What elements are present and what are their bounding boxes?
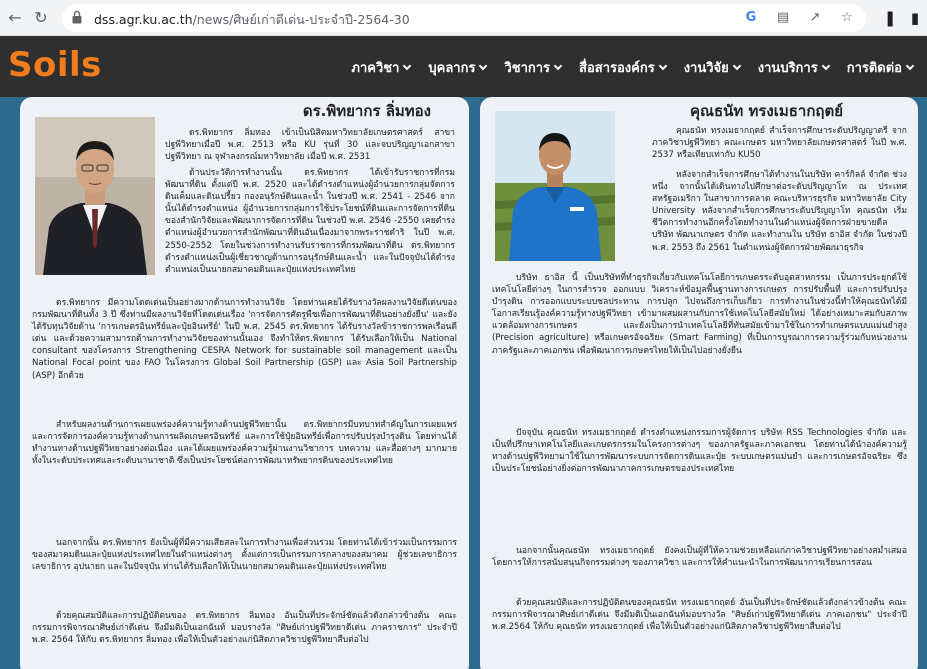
back-icon[interactable]: ← — [8, 8, 22, 27]
menu-item-research[interactable] — [684, 57, 740, 78]
portrait-illustration — [495, 111, 615, 261]
paragraph: ดร.พิทยากร ลิ่มทอง เข้าเป็นนิสิตมหาวิทยาลัยเกษตรศาสตร์ สาขาปฐพีวิทยาเมื่อปี พ.ศ. 2513 หรือ KU รุ่นที่ 30 และจบปริญญาเอกสาขาปฐพีวิทยา ณ จุฬาลงกรณ์มหาวิทยาลัย เมื่อปี พ.ศ. 2531 — [165, 128, 455, 163]
alumni-name: ดร.พิทยากร ลิ่มทอง — [302, 102, 431, 120]
portrait-illustration — [35, 117, 155, 275]
url-host: dss.agr.ku.ac.th — [94, 12, 193, 27]
chevron-down-icon — [821, 61, 829, 69]
menu-label: สื่อสารองค์กร — [579, 61, 655, 76]
site-logo[interactable]: Soils — [8, 45, 102, 85]
content-area — [0, 97, 927, 669]
browser-toolbar — [0, 0, 927, 36]
menu-label: วิชาการ — [504, 61, 551, 76]
paragraph: สำหรับผลงานด้านการเผยแพร่องค์ความรู้ทางด้านปฐพีวิทยานั้น ดร.พิทยากรมีบทบาทสำคัญในการเผยแพร่และการจัดการองค์ความรู้ทางด้านการผลิตเกษตรอินทรีย์ และการใช้ปุ๋ยอินทรีย์เพื่อการปรับปรุงบำรุงดิน โดยท่านได้ทำงานทางด้านปฐพีวิทยาอย่างต่อเนื่อง และได้เผยแพร่องค์ความรู้ผ่านงานวิชาการ บทความ และสื่อต่างๆ มากมาย ทั้งในระดับประเทศและระดับนานาชาติ ซึ่งเป็นประโยชน์ต่อการพัฒนาทรัพยากรดินของประเทศไทย — [32, 420, 457, 467]
portrait-photo — [35, 117, 155, 275]
menu-item-contact[interactable] — [847, 57, 913, 78]
menu-item-personnel[interactable] — [428, 57, 486, 78]
alumni-name: คุณธนัท ทรงเมธากฤตย์ — [690, 102, 844, 120]
chevron-down-icon — [403, 61, 411, 69]
menu-label: การติดต่อ — [846, 61, 902, 76]
menu-label: งานบริการ — [757, 61, 818, 76]
menu-item-academic[interactable] — [504, 57, 561, 78]
chevron-down-icon — [658, 61, 666, 69]
paragraph: นอกจากนั้นคุณธนัท ทรงเมธากฤตย์ ยังคงเป็นผู้ที่ให้ความช่วยเหลือแก่ภาควิชาปฐพีวิทยาอย่างสม่ำเสมอ โดยการให้การสนับสนุนกิจกรรมต่างๆ ของภาควิชา และการให้คำแนะนำในการพัฒนาการเรียนการสอน — [492, 546, 907, 569]
paragraph: ดร.พิทยากร มีความโดดเด่นเป็นอย่างมากด้านการทำงานวิจัย โดยท่านเคยได้รับรางวัลผลงานวิจัยดีเด่นของกรมพัฒนาที่ดินทั้ง 3 ปี ซึ่งท่านมีผลงานวิจัยที่โดดเด่นเรื่อง 'การจัดการศัตรูพืชเพื่อการพัฒนาที่ดินอย่างยั่งยืน' และยังได้รับทุนวิจัยด้าน 'การเกษตรอินทรีย์และปุ๋ยอินทรีย์' ในปี พ.ศ. 2545 ดร.พิทยากร ได้รับรางวัลข้าราชการพลเรือนดีเด่น และด้วยความสามารถด้านการทำงานวิจัยของท่านนั้นเอง จึงทำให้ดร.พิทยากร ได้รับเลือกให้เป็น National consultant ของโครงการ Strengthening CESRA Network for sustainable soil management และเป็น National Focal point ของ FAO ในโครงการ Global Soil Partnership (GSP) และ Asia Soil Partnership (ASP) อีกด้วย — [32, 298, 457, 381]
paragraph: ด้วยคุณสมบัติและการปฏิบัติตนของ ดร.พิทยากร ลิ่มทอง อันเป็นที่ประจักษ์ชัดแล้วดังกล่าวข้างต้น คณะกรรมการพิจารณาศิษย์เก่าดีเด่น จึงมีมติเป็นเอกฉันท์ มอบรางวัล "ศิษย์เก่าปฐพีวิทยาดีเด่น ภาคราชการ" ประจำปี พ.ศ. 2564 ให้กับ ดร.พิทยากร ลิ่มทอง เพื่อให้เป็นตัวอย่างแก่นิสิตภาควิชาปฐพีวิทยาสืบต่อไป — [32, 611, 457, 646]
site-header — [0, 37, 927, 97]
side-panel-icon[interactable]: ▮ — [910, 9, 920, 27]
menu-item-communication[interactable] — [579, 57, 666, 78]
alumni-card-private — [480, 97, 918, 669]
alumni-card-government — [20, 97, 469, 669]
portrait-photo — [495, 111, 615, 261]
menu-item-department[interactable] — [351, 57, 410, 78]
paragraph: ด้านประวัติการทำงานนั้น ดร.พิทยากร ได้เข้ารับราชการที่กรมพัฒนาที่ดิน ตั้งแต่ปี พ.ศ. 2520 และได้ดำรงตำแหน่งผู้อำนวยการกลุ่มจัดการดินเค็มและดินเปรี้ยว กองอนุรักษ์ดินและน้ำ ในช่วงปี พ.ศ. 2541 - 2546 จากนั้นได้ดำรงตำแหน่ง ผู้อำนวยการกลุ่มการใช้ประโยชน์ที่ดินและการจัดการที่ดิน ของสำนักวิจัยและพัฒนาการจัดการที่ดิน ในช่วงปี พ.ศ. 2546 -2550 เคยดำรงตำแหน่งผู้อำนวยการสำนักพัฒนาที่ดินอันเนื่องมาจากพระราชดำริ ในปี พ.ศ. 2550-2552 โดยในช่วงการทำงานรับราชการที่กรมพัฒนาที่ดิน ดร.พิทยากร ดำรงตำแหน่งเป็นผู้เชี่ยวชาญด้านการอนุรักษ์ดินและน้ำ และในปัจจุบันได้ดำรงตำแหน่งเป็นนายกสมาคมดินและปุ๋ยแห่งประเทศไทย — [165, 168, 455, 275]
chevron-down-icon — [479, 61, 487, 69]
chevron-down-icon — [906, 61, 914, 69]
menu-label: ภาควิชา — [351, 61, 400, 76]
lock-icon — [72, 10, 82, 24]
bookmark-star-icon[interactable]: ☆ — [841, 10, 853, 25]
google-icon[interactable]: G — [745, 10, 757, 25]
chevron-down-icon — [733, 61, 741, 69]
main-menu — [351, 57, 913, 78]
paragraph: บริษัท ธาอิส นี้ เป็นบริษัทที่ทำธุรกิจเกี่ยวกับเทคโนโลยีการเกษตรระดับอุตสาหกรรม เป็นการประยุกต์ใช้เทคโนโลยีต่างๆ ในการสำรวจ ออกแบบ วิเคราะห์ข้อมูลพื้นฐานทางการเกษตร การปรับพื้นที่ และการปรับปรุงบำรุงดิน การออกแบบระบบชลประทาน การปลูก ไปจนถึงการเก็บเกี่ยว การทำงานในช่วงนี้ทำให้คุณธนัทได้มีโอกาสเรียนรู้องค์ความรู้ทางปฐพีวิทยา เข้ามาผสมผสานกับการใช้เทคโนโลยีสมัยใหม่ ได้อย่างเหมาะสมกับสภาพแวดล้อมทางการเกษตร และยังเป็นการนำเทคโนโลยีที่ทันสมัยเข้ามาใช้ในการทำเกษตรแบบแม่นยำสูง (Precision agriculture) หรือเกษตรอัจฉริยะ (Smart Farming) ที่เป็นการบูรณาการความรู้ร่วมกับหน่วยงานภาครัฐและภาคเอกชน เพื่อพัฒนาการเกษตรไทยให้เป็นไปอย่างยั่งยืน — [492, 273, 907, 356]
extensions-puzzle-icon[interactable]: ❚ — [883, 9, 897, 27]
address-bar[interactable] — [62, 4, 866, 32]
translate-icon[interactable]: ▤ — [776, 10, 790, 25]
paragraph: ด้วยคุณสมบัติและการปฏิบัติตนของคุณธนัท ทรงเมธากฤตย์ อันเป็นที่ประจักษ์ชัดแล้วดังกล่าวข้างต้น คณะกรรมการพิจารณาศิษย์เก่าดีเด่น จึงมีมติเป็นเอกฉันท์มอบรางวัล "ศิษย์เก่าปฐพีวิทยาดีเด่น ภาคเอกชน" ประจำปี พ.ศ.2564 ให้กับ คุณธนัท ทรงเมธากฤตย์ เพื่อให้เป็นตัวอย่างแก่นิสิตภาควิชาปฐพีวิทยาสืบต่อไป — [492, 598, 907, 633]
share-icon[interactable]: ↗ — [809, 10, 821, 25]
reload-icon[interactable]: ↻ — [34, 8, 48, 27]
paragraph: ปัจจุบัน คุณธนัท ทรงเมธากฤตย์ ดำรงตำแหน่งกรรมการผู้จัดการ บริษัท RSS Technologies จำกัด และเป็นที่ปรึกษาเทคโนโลยีและเกษตรกรรมในโครงการต่างๆ ของภาครัฐและภาคเอกชน โดยท่านได้นำองค์ความรู้ทางด้านปฐพีวิทยามาใช้ในการพัฒนาระบบการจัดการดินและปุ๋ย ระบบเกษตรแม่นยำ และการเกษตรอัจฉริยะ ซึ่งเป็นประโยชน์อย่างยิ่งต่อการพัฒนาภาคการเกษตรของประเทศไทย — [492, 428, 907, 475]
paragraph: คุณธนัท ทรงเมธากฤตย์ สำเร็จการศึกษาระดับปริญญาตรี จากภาควิชาปฐพีวิทยา คณะเกษตร มหาวิทยาลัยเกษตรศาสตร์ ในปี พ.ศ. 2537 หรือเทียบเท่ากับ KU50 — [652, 126, 907, 161]
chevron-down-icon — [554, 61, 562, 69]
paragraph: หลังจากสำเร็จการศึกษาได้ทำงานในบริษัท คาร์กิลล์ จำกัด ช่วงหนึ่ง จากนั้นได้เดินทางไปศึกษาต่อระดับปริญญาโท ณ ประเทศสหรัฐอเมริกา ในสาขาการตลาด คณะบริหารธุรกิจ มหาวิทยาลัย City University หลังจากสำเร็จการศึกษาระดับปริญญาโท คุณธนัท เริ่มชีวิตการทำงานอีกครั้งโดยทำงานในตำแหน่งผู้จัดการฝ่ายขายดีล บริษัท พัฒนาเกษตร จำกัด และทำงานใน บริษัท ธาอิส จำกัด ในช่วงปี พ.ศ. 2553 ถึง 2561 ในตำแหน่งผู้จัดการฝ่ายพัฒนาธุรกิจ — [652, 170, 907, 253]
menu-label: งานวิจัย — [683, 61, 729, 76]
menu-label: บุคลากร — [428, 61, 476, 76]
url-text — [94, 10, 410, 30]
paragraph: นอกจากนั้น ดร.พิทยากร ยังเป็นผู้ที่มีความเสียสละในการทำงานเพื่อส่วนรวม โดยท่านได้เข้าร่วมเป็นกรรมการของสมาคมดินและปุ๋ยแห่งประเทศไทยในตำแหน่งต่างๆ ตั้งแต่การเป็นกรรมการกลางของสมาคม ผู้ช่วยเลขาธิการ เลขาธิการ อุปนายก และในปัจจุบัน ท่านได้รับเลือกให้เป็นนายกสมาคมดินและปุ๋ยแห่งประเทศไทย — [32, 538, 457, 573]
url-path: /news/ศิษย์เก่าดีเด่น-ประจำปี-2564-30 — [192, 12, 410, 27]
menu-item-services[interactable] — [758, 57, 829, 78]
